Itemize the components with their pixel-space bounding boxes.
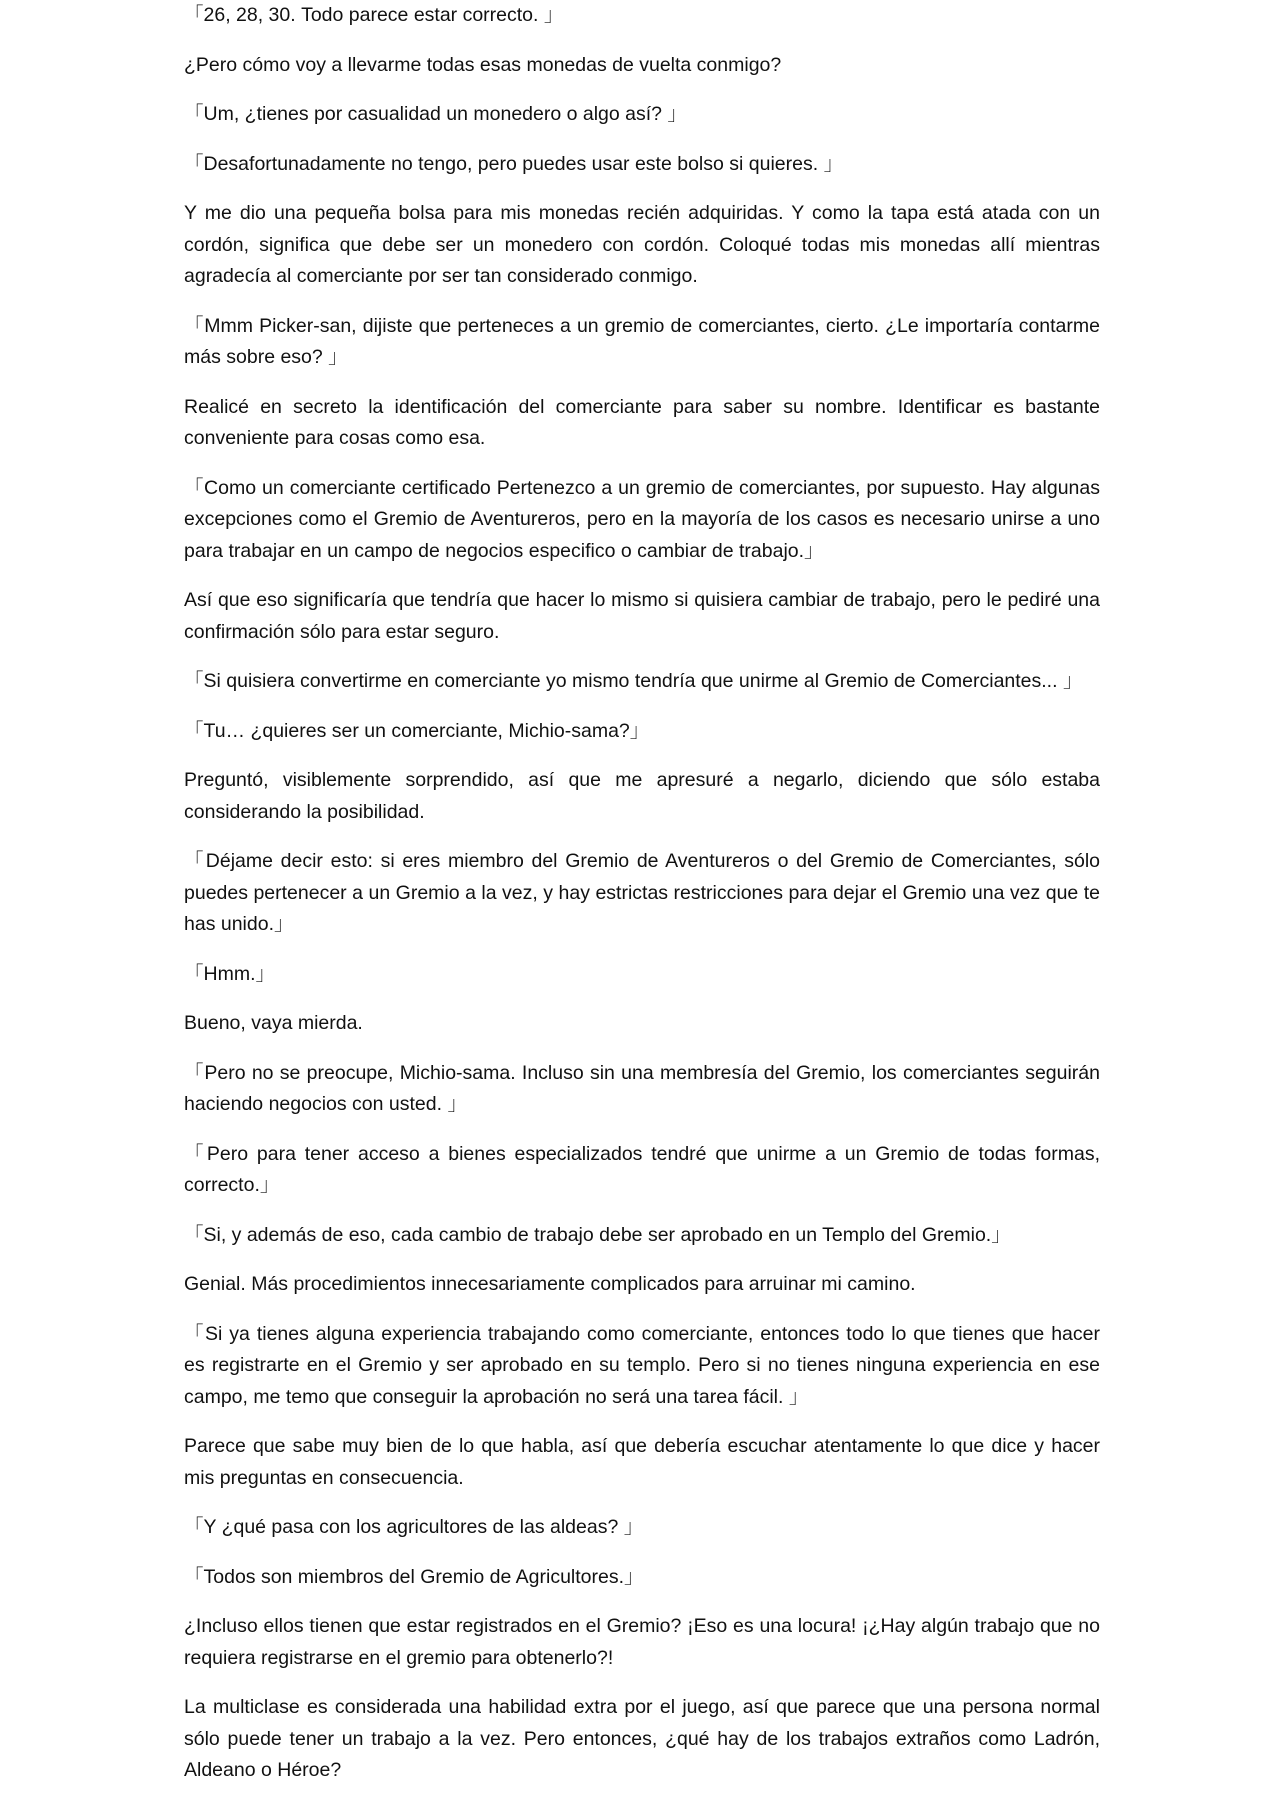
paragraph: Así que eso significaría que tendría que hacer lo mismo si quisiera cambiar de trabajo, pero le pediré una confirmación sólo para estar seguro.: [184, 589, 1100, 643]
paragraph: 「Hmm.」: [184, 962, 275, 985]
document-body: [184, 0, 1100, 1805]
paragraph: 「Como un comerciante certificado Pertenezco a un gremio de comerciantes, por supuesto. Hay algunas excepciones como el Gremio de Aventureros, pero en la mayoría de los casos es necesario unirse a uno para trabajar en un campo de negocios especifico o cambiar de trabajo.」: [184, 476, 1100, 562]
paragraph: 「Tu… ¿quieres ser un comerciante, Michio-sama?」: [184, 719, 650, 742]
paragraph: ¿Incluso ellos tienen que estar registrados en el Gremio? ¡Eso es una locura! ¡¿Hay algún trabajo que no requiera registrarse en el gremio para obtenerlo?!: [184, 1615, 1100, 1669]
paragraph: Y me dio una pequeña bolsa para mis monedas recién adquiridas. Y como la tapa está atada con un cordón, significa que debe ser un monedero con cordón. Coloqué todas mis monedas allí mientras agradecía al comerciante por ser tan considerado conmigo.: [184, 202, 1100, 287]
paragraph: Realicé en secreto la identificación del comerciante para saber su nombre. Identificar es bastante conveniente para cosas como esa.: [184, 395, 1100, 449]
paragraph: 「Mmm Picker-san, dijiste que perteneces a un gremio de comerciantes, cierto. ¿Le importaría contarme más sobre eso? 」: [184, 314, 1100, 368]
paragraph: 「Um, ¿tienes por casualidad un monedero o algo así? 」: [184, 103, 687, 125]
paragraph: Bueno, vaya mierda.: [184, 1012, 363, 1034]
paragraph: Parece que sabe muy bien de lo que habla, así que debería escuchar atentamente lo que dice y hacer mis preguntas en consecuencia.: [184, 1435, 1100, 1489]
paragraph: ¿Pero cómo voy a llevarme todas esas monedas de vuelta conmigo?: [184, 53, 782, 76]
paragraph: 「Si, y además de eso, cada cambio de trabajo debe ser aprobado en un Templo del Gremio.」: [184, 1223, 1011, 1246]
paragraph: Preguntó, visiblemente sorprendido, así que me apresuré a negarlo, diciendo que sólo estaba considerando la posibilidad.: [184, 769, 1100, 823]
paragraph: 「Déjame decir esto: si eres miembro del Gremio de Aventureros o del Gremio de Comerciantes, sólo puedes pertenecer a un Gremio a la vez, y hay estrictas restricciones para dejar el Gremio una vez que te has unido.」: [184, 850, 1100, 935]
paragraph: La multiclase es considerada una habilidad extra por el juego, así que parece que una persona normal sólo puede tener un trabajo a la vez. Pero entonces, ¿qué hay de los trabajos extraños como Ladrón, Aldeano o Héroe?: [184, 1696, 1100, 1781]
paragraph: 「26, 28, 30. Todo parece estar correcto. 」: [184, 4, 564, 26]
paragraph: 「Todos son miembros del Gremio de Agricultores.」: [184, 1565, 644, 1588]
paragraph: 「Si ya tienes alguna experiencia trabajando como comerciante, entonces todo lo que tienes que hacer es registrarte en el Gremio y ser aprobado en su templo. Pero si no tienes ninguna experiencia en ese campo, me temo que conseguir la aprobación no será una tarea fácil. 」: [184, 1322, 1100, 1408]
paragraph: 「Y ¿qué pasa con los agricultores de las aldeas? 」: [184, 1516, 644, 1538]
paragraph: 「Pero para tener acceso a bienes especializados tendré que unirme a un Gremio de todas formas, correcto.」: [184, 1142, 1100, 1196]
paragraph: 「Si quisiera convertirme en comerciante yo mismo tendría que unirme al Gremio de Comerciantes... 」: [184, 670, 1083, 692]
paragraph: 「Desafortunadamente no tengo, pero puedes usar este bolso si quieres. 」: [184, 152, 844, 175]
paragraph: Genial. Más procedimientos innecesariamente complicados para arruinar mi camino.: [184, 1273, 916, 1295]
paragraph: 「Pero no se preocupe, Michio-sama. Incluso sin una membresía del Gremio, los comerciantes seguirán haciendo negocios con usted. 」: [184, 1061, 1100, 1115]
